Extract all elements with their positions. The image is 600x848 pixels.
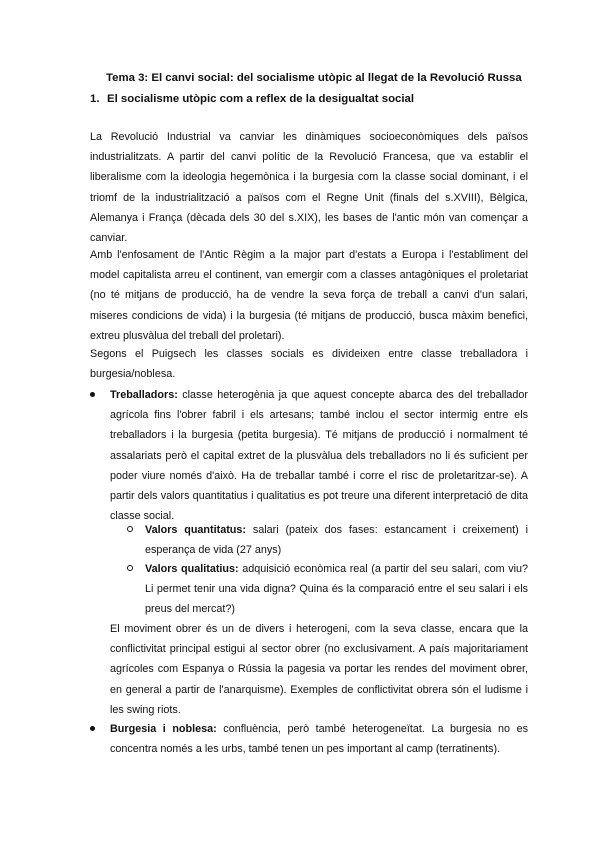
sub-bullet-text: adquisició econòmica real (a partir del seu salari, com viu? Li permet tenir una vida digna? Quina és la comparació entre el seu salari i els preus del mercat?)	[145, 563, 529, 616]
bullet-text: classe heterogènia ja que aquest concepte abarca des del treballador agrícola fins l'obrer fabril i els artesans; també inclou el sector intermig entre els treballadors i la burgesia (petita burgesia). Té mitjans de producció i normalment té assalariats però el capital extret de la plusvàlua dels treballadors no li és suficient per poder viure només d'això. Ha de treballar també i corre el risc de proletaritzar-se). A partir dels valors quantitatius i qualitatius es pot treure una diferent interpretació de dita classe social.	[110, 389, 528, 523]
sub-bullet-item	[145, 559, 528, 620]
sub-bullet-term: Valors quantitatus:	[145, 524, 247, 536]
section-number: 1.	[90, 93, 100, 105]
bullet-item	[110, 385, 528, 526]
paragraph: La Revolució Industrial va canviar les dinàmiques socioeconòmiques dels països industrialitzats. A partir del canvi polític de la Revolució Francesa, que va establir el liberalisme com la ideologia hegemònica i la burgesia com la classe social dominant, i el triomf de la industrialització a països com el Regne Unit (finals del s.XVIII), Bèlgica, Alemanya i França (dècada dels 30 del s.XIX), les bases de l'antic món van començar a canviar.	[90, 131, 528, 245]
sub-bullet-circle-icon	[127, 526, 133, 532]
sub-bullet-term: Valors qualitatius:	[145, 563, 239, 575]
sub-bullet-text: salari (pateix dos fases: estancament i creixement) i esperança de vida (27 anys)	[145, 524, 528, 557]
bullet-term: Treballadors:	[110, 389, 178, 401]
bullet-text: confluència, però també heterogeneïtat. La burgesia no es concentra només a les urbs, també tenen un pes important al camp (terratinents).	[110, 723, 528, 756]
bullet-dot-icon	[90, 726, 95, 731]
sub-bullet-item	[145, 520, 528, 560]
bullet-item	[110, 719, 528, 759]
bullet-term: Burgesia i noblesa:	[110, 723, 217, 735]
paragraph: Amb l'enfosament de l'Antic Règim a la major part d'estats a Europa i l'establiment del model capitalista arreu el continent, van emergir com a classes antagòniques el proletariat (no té mitjans de producció, ha de vendre la seva força de treball a canvi d'un salari, miseres condicions de vida) i la burgesia (té mitjans de producció, busca màxim benefici, extreu plusvàlua del treball del proletari).	[90, 249, 528, 342]
sub-bullet-circle-icon	[127, 565, 133, 571]
document-title: Tema 3: El canvi social: del socialisme utòpic al llegat de la Revolució Russa	[106, 72, 522, 84]
section-heading	[90, 93, 414, 105]
section-heading-text: El socialisme utòpic com a reflex de la desigualtat social	[107, 93, 415, 105]
bullet-followup-paragraph: El moviment obrer és un de divers i heterogeni, com la seva classe, encara que la conflictivitat principal estigui al sector obrer (no exclusivament. A país majoritariament agrícoles com Espanya o Rússia la pagesia va portar les rendes del moviment obrer, en general a partir de l'anarquisme). Exemples de conflictivitat obrera són el ludisme i les swing riots.	[110, 623, 528, 716]
bullet-dot-icon	[90, 392, 95, 397]
paragraph: Segons el Puigsech les classes socials es divideixen entre classe treballadora i burgesia/noblesa.	[90, 348, 528, 381]
